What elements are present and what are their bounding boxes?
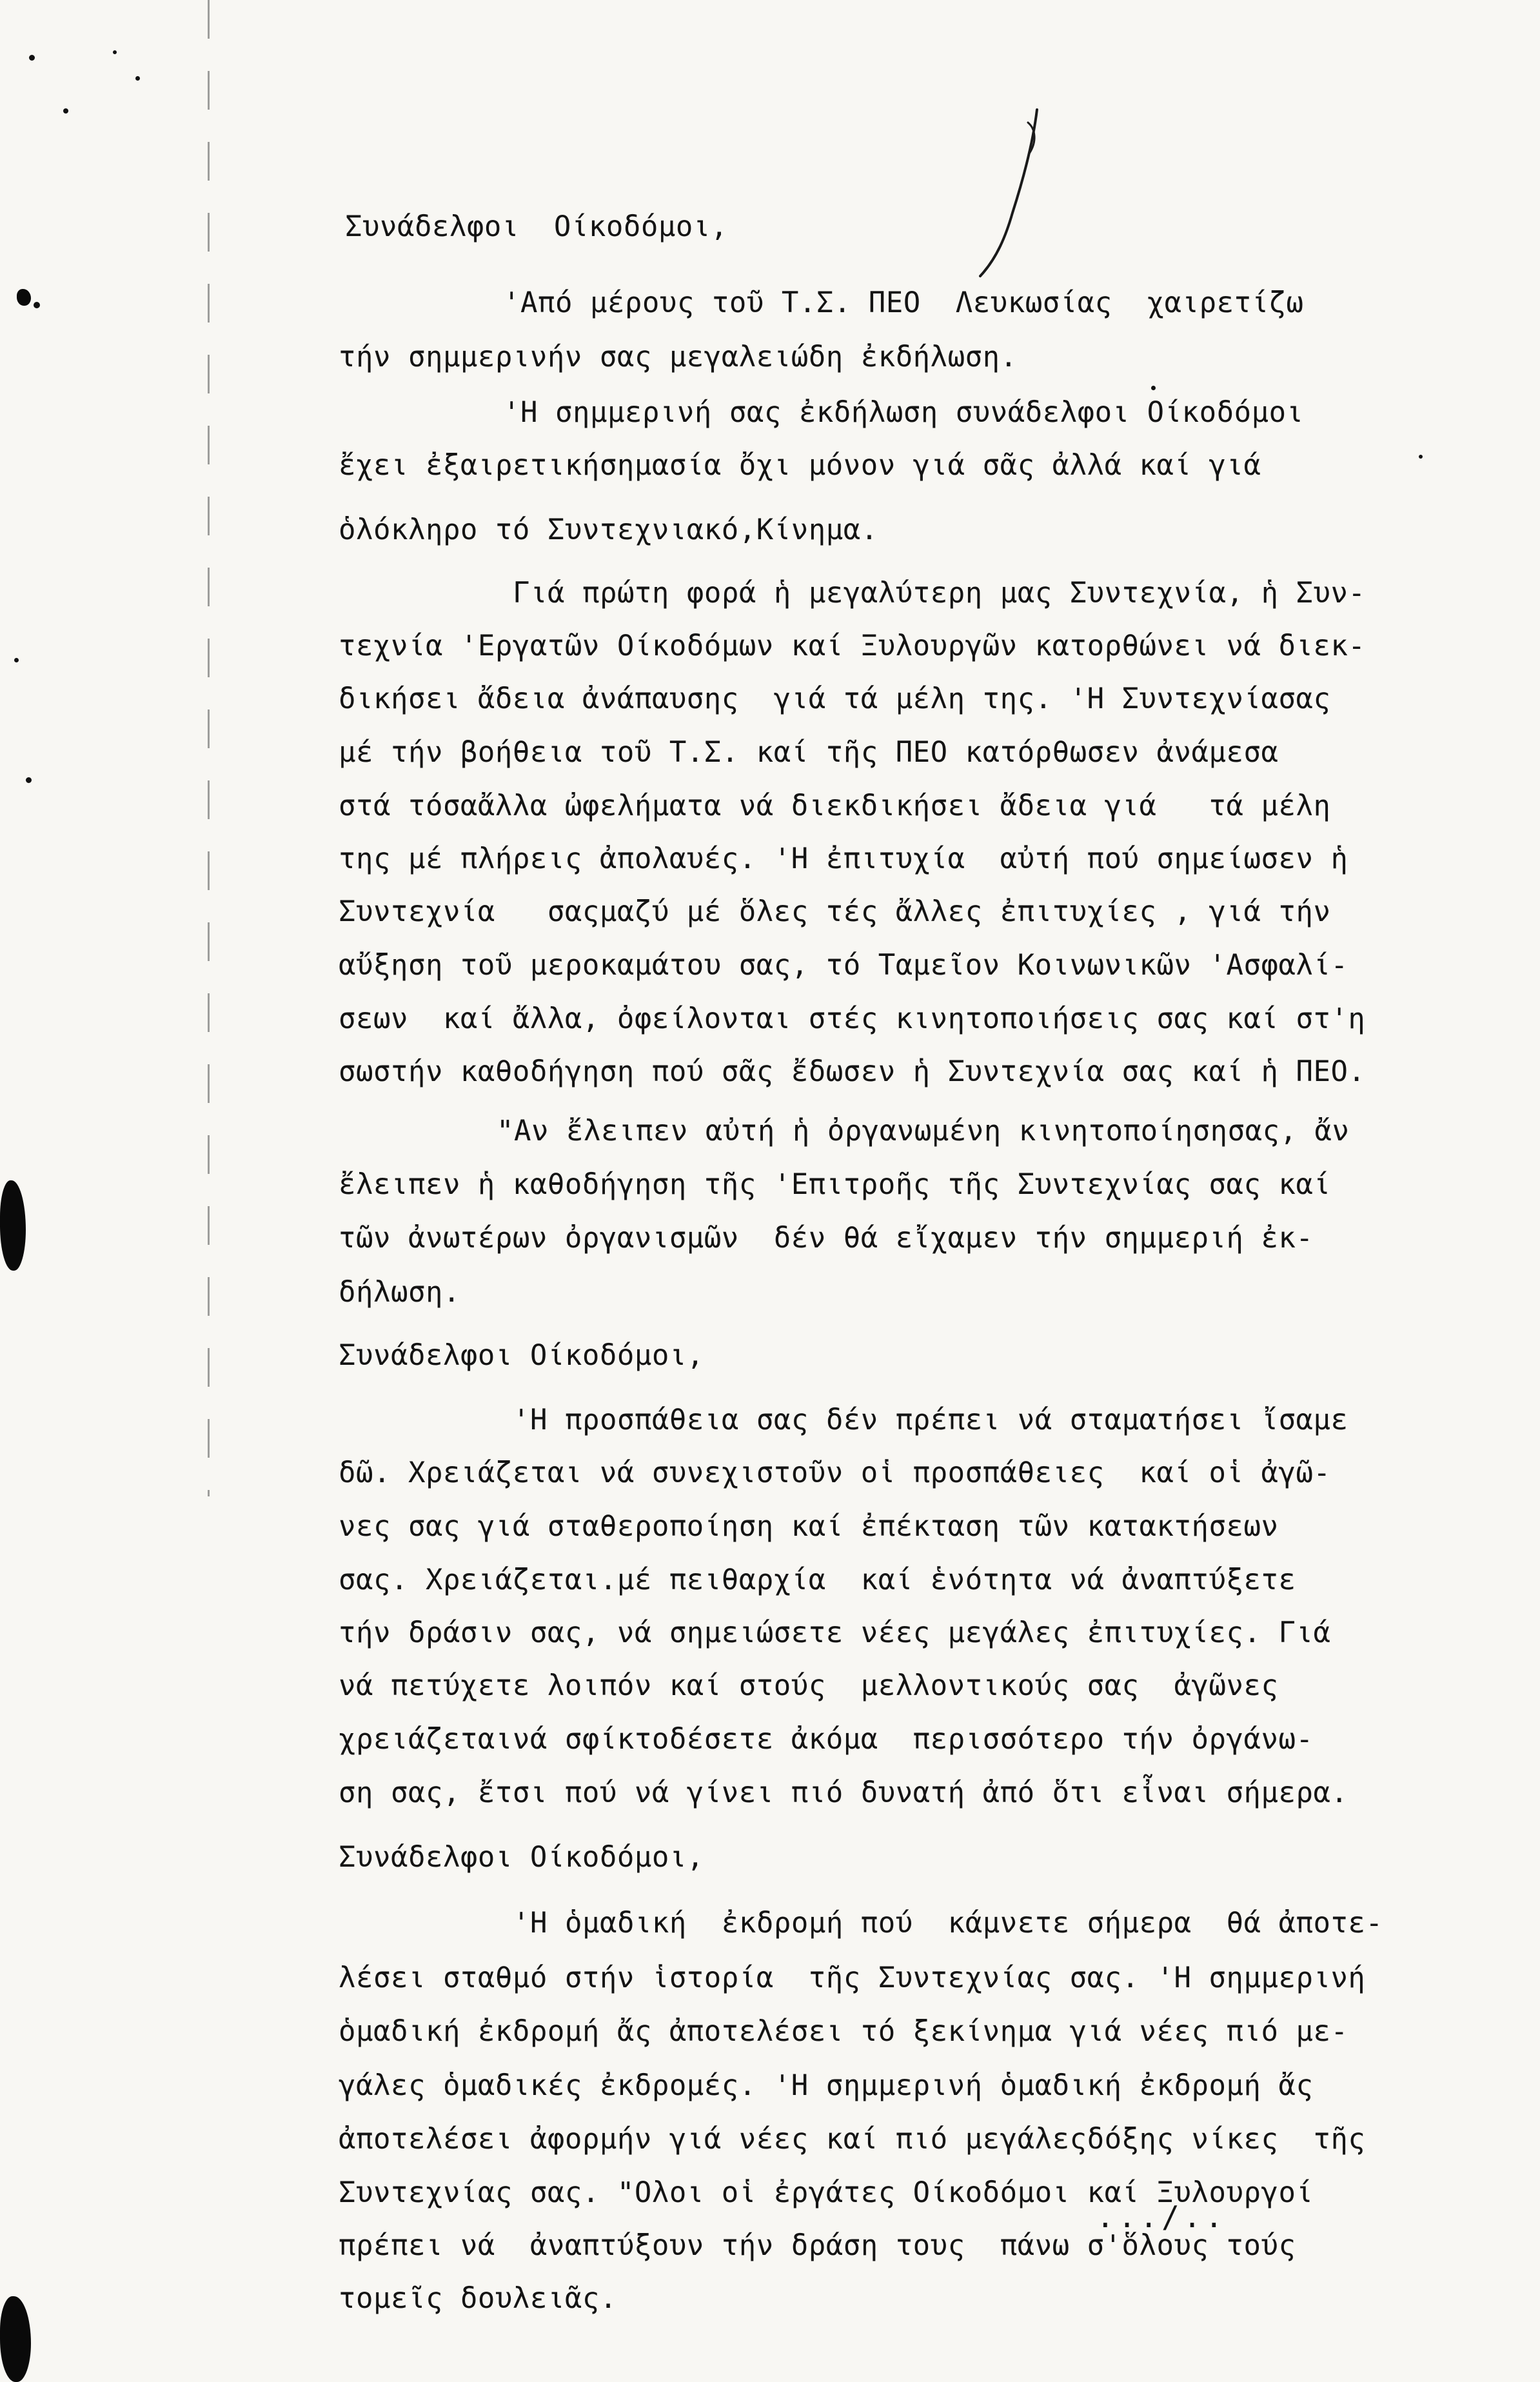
text-line: 'Η προσπάθεια σας δέν πρέπει νά σταματήσει ἴσαμε xyxy=(513,1404,1348,1436)
text-line: ἔχει ἐξαιρετικήσημασία ὄχι μόνον γιά σᾶς ἀλλά καί γιά xyxy=(339,449,1261,482)
text-line: νες σας γιά σταθεροποίηση καί ἐπέκταση τῶν κατακτήσεων xyxy=(339,1510,1279,1543)
text-line: ση σας, ἔτσι πού νά γίνει πιό δυνατή ἀπό ὅτι εἶναι σήμερα. xyxy=(339,1776,1348,1809)
scan-speck xyxy=(34,302,40,308)
text-line: σεων καί ἄλλα, ὀφείλονται στές κινητοποιήσεις σας καί στ'η xyxy=(339,1002,1366,1035)
text-line: αὔξηση τοῦ μεροκαμάτου σας, τό Ταμεῖον Κοινωνικῶν 'Ασφαλί- xyxy=(339,949,1348,982)
text-line: δῶ. Χρειάζεται νά συνεχιστοῦν οἱ προσπάθειες καί οἱ ἀγῶ- xyxy=(339,1456,1331,1489)
binding-blot xyxy=(0,1180,26,1271)
text-line: ὁλόκληρο τό Συντεχνιακό,Κίνημα. xyxy=(339,513,878,546)
text-line: χρειάζεταινά σφίκτοδέσετε ἀκόμα περισσότερο τήν ὀργάνω- xyxy=(339,1723,1314,1756)
text-line: τομεῖς δουλειᾶς. xyxy=(339,2282,617,2315)
binding-blot xyxy=(0,2296,31,2382)
text-line: ὁμαδική ἐκδρομή ἄς ἀποτελέσει τό ξεκίνημα γιά νέες πιό με- xyxy=(339,2015,1348,2048)
scan-speck xyxy=(63,108,68,114)
text-line: σωστήν καθοδήγηση πού σᾶς ἔδωσεν ἡ Συντεχνία σας καί ἡ ΠΕΟ. xyxy=(339,1055,1366,1088)
text-line: 'Από μέρους τοῦ Τ.Σ. ΠΕΟ Λευκωσίας χαιρετίζω xyxy=(503,286,1304,319)
binding-blot xyxy=(17,289,31,306)
salutation: Συνάδελφοι Οίκοδόμοι, xyxy=(339,1841,704,1874)
text-line: τήν σημμερινήν σας μεγαλειώδη ἐκδήλωση. xyxy=(339,341,1018,373)
text-line: τῶν ἀνωτέρων ὀργανισμῶν δέν θά εἴχαμεν τήν σημμεριή ἐκ- xyxy=(339,1222,1314,1255)
text-line: δικήσει ἄδεια ἀνάπαυσης γιά τά μέλη της. 'Η Συντεχνίασας xyxy=(339,682,1331,715)
salutation: Συνάδελφοι Οίκοδόμοι, xyxy=(339,1339,704,1372)
scan-speck xyxy=(29,55,35,61)
scan-speck xyxy=(26,777,32,783)
text-line: 'Η σημμερινή σας ἐκδήλωση συνάδελφοι Οίκοδόμοι xyxy=(503,396,1304,429)
scan-edge-line xyxy=(208,0,210,1496)
text-line: τεχνία 'Εργατῶν Οίκοδόμων καί Ξυλουργῶν κατορθώνει νά διεκ- xyxy=(339,630,1366,662)
text-line: λέσει σταθμό στήν ἱστορία τῆς Συντεχνίας σας. 'Η σημμερινή xyxy=(339,1961,1366,1994)
text-line: πρέπει νά ἀναπτύξουν τήν δράση τους πάνω σ'ὅλους τούς xyxy=(339,2229,1296,2262)
scan-speck xyxy=(135,76,140,81)
scan-speck xyxy=(14,658,19,662)
text-line: "Αν ἔλειπεν αὐτή ἡ ὀργανωμένη κινητοποίησησας, ἄν xyxy=(497,1115,1350,1147)
salutation: Συνάδελφοι Οίκοδόμοι, xyxy=(345,210,728,243)
text-line: νά πετύχετε λοιπόν καί στούς μελλοντικούς σας ἀγῶνες xyxy=(339,1669,1279,1702)
text-line: της μέ πλήρεις ἀπολαυές. 'Η ἐπιτυχία αὐτή πού σημείωσεν ἡ xyxy=(339,842,1348,875)
text-line: δήλωση. xyxy=(339,1276,460,1309)
handwritten-mark xyxy=(961,103,1064,284)
text-line: Συντεχνία σαςμαζύ μέ ὅλες τές ἄλλες ἐπιτυχίες , γιά τήν xyxy=(339,895,1331,928)
continuation-mark: .../.. xyxy=(1096,2199,1227,2234)
text-line: ἔλειπεν ἡ καθοδήγηση τῆς 'Επιτροῆς τῆς Συντεχνίας σας καί xyxy=(339,1168,1331,1201)
text-line: Γιά πρώτη φορά ἡ μεγαλύτερη μας Συντεχνία, ἡ Συν- xyxy=(513,577,1366,610)
text-line: γάλες ὁμαδικές ἐκδρομές. 'Η σημμερινή ὁμαδική ἐκδρομή ἄς xyxy=(339,2069,1314,2102)
text-line: 'Η ὁμαδική ἐκδρομή πού κάμνετε σήμερα θά ἀποτε- xyxy=(513,1907,1383,1940)
scan-speck xyxy=(1151,386,1156,390)
text-line: ἀποτελέσει ἀφορμήν γιά νέες καί πιό μεγάλεςδόξης νίκες τῆς xyxy=(339,2123,1366,2156)
text-line: στά τόσαἄλλα ὠφελήματα νά διεκδικήσει ἄδεια γιά τά μέλη xyxy=(339,789,1331,822)
text-line: Συντεχνίας σας. "Ολοι οἱ ἐργάτες Οίκοδόμοι καί Ξυλουργοί xyxy=(339,2176,1314,2209)
scan-speck xyxy=(113,50,117,54)
scan-speck xyxy=(1419,455,1423,459)
text-line: μέ τήν βοήθεια τοῦ Τ.Σ. καί τῆς ΠΕΟ κατόρθωσεν ἀνάμεσα xyxy=(339,736,1279,769)
text-line: σας. Χρειάζεται.μέ πειθαρχία καί ἑνότητα νά ἀναπτύξετε xyxy=(339,1563,1296,1596)
text-line: τήν δράσιν σας, νά σημειώσετε νέες μεγάλες ἐπιτυχίες. Γιά xyxy=(339,1616,1331,1649)
